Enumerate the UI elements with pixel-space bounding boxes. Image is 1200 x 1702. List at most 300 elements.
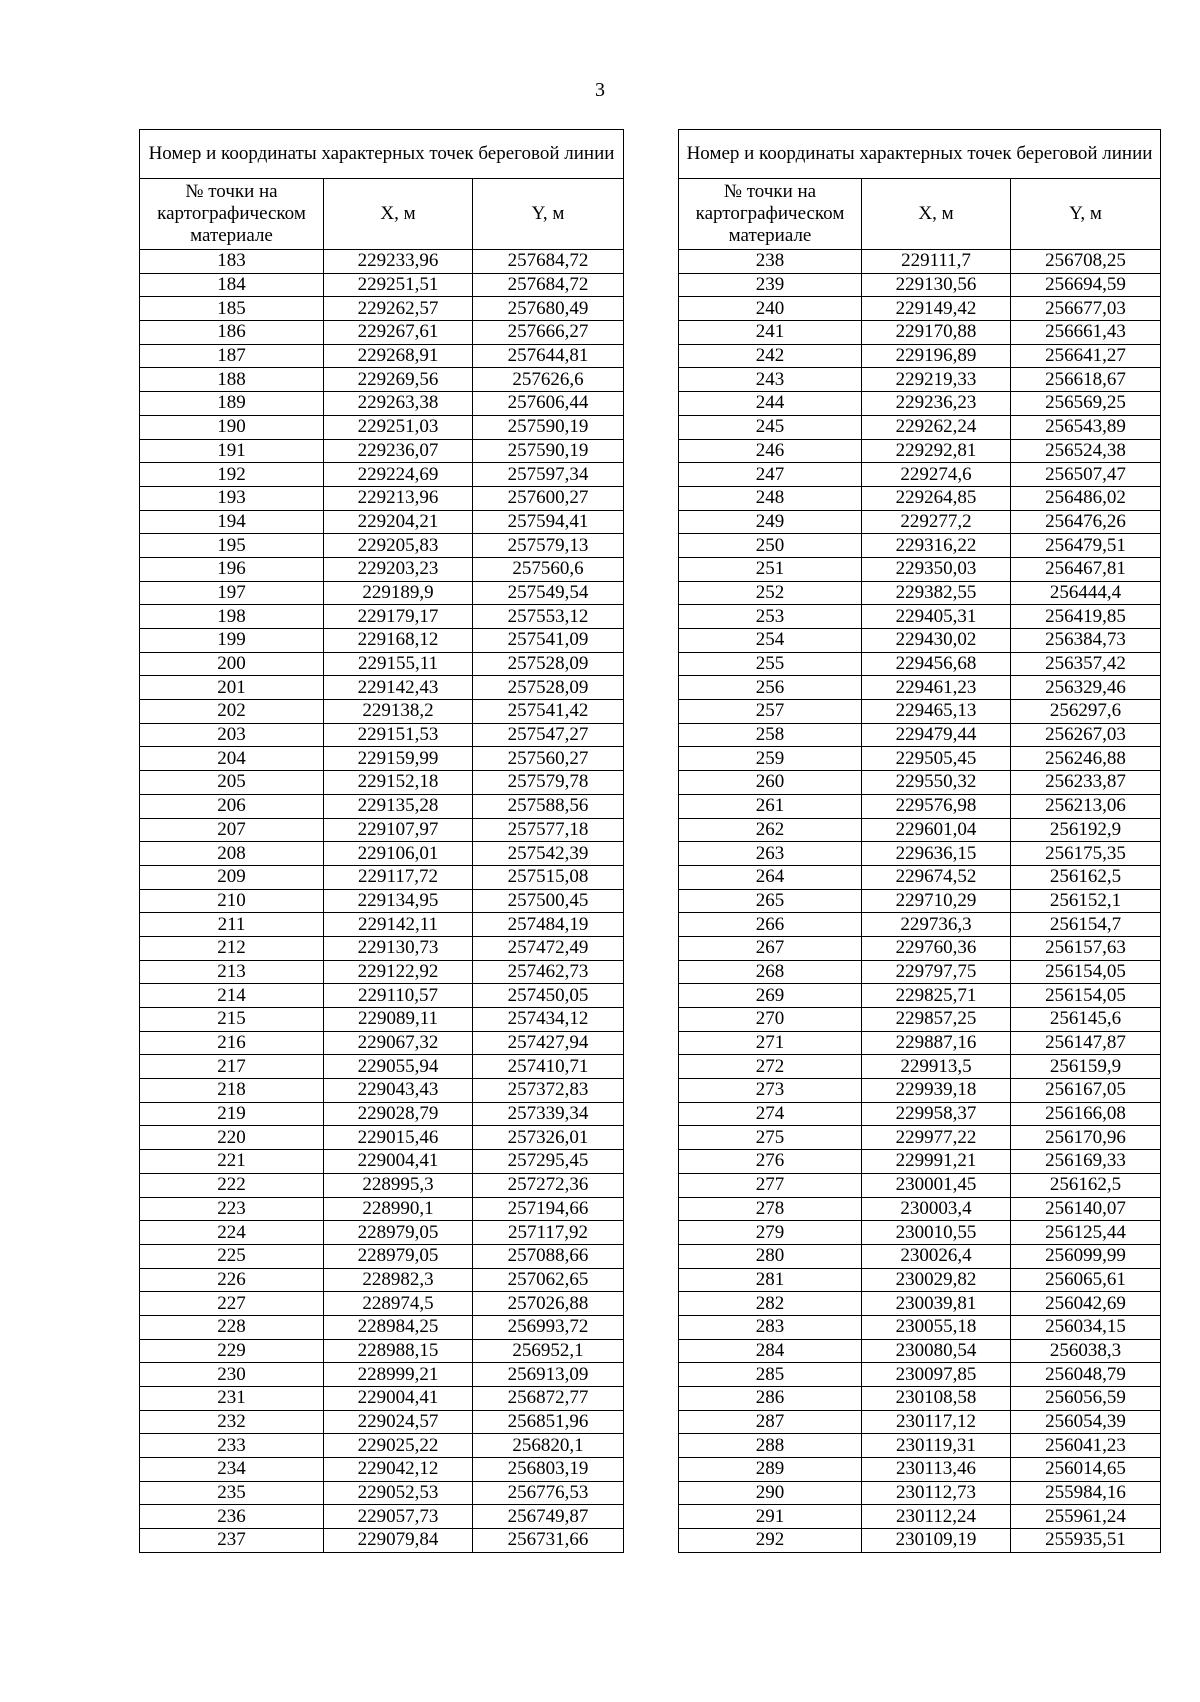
cell-y: 256246,88 xyxy=(1011,747,1161,771)
cell-y: 257515,08 xyxy=(473,865,624,889)
cell-x: 229264,85 xyxy=(862,486,1011,510)
cell-point-number: 255 xyxy=(679,652,862,676)
cell-y: 256952,1 xyxy=(473,1339,624,1363)
table-row xyxy=(679,1315,1161,1339)
cell-point-number: 267 xyxy=(679,936,862,960)
cell-point-number: 198 xyxy=(140,605,324,629)
table-row xyxy=(140,700,624,724)
table-row xyxy=(140,439,624,463)
cell-x: 228999,21 xyxy=(324,1363,473,1387)
cell-point-number: 208 xyxy=(140,842,324,866)
cell-y: 256444,4 xyxy=(1011,581,1161,605)
cell-y: 257549,54 xyxy=(473,581,624,605)
cell-y: 257372,83 xyxy=(473,1079,624,1103)
cell-y: 257339,34 xyxy=(473,1102,624,1126)
cell-point-number: 233 xyxy=(140,1434,324,1458)
cell-x: 229887,16 xyxy=(862,1031,1011,1055)
table-row xyxy=(679,581,1161,605)
cell-point-number: 202 xyxy=(140,700,324,724)
cell-y: 257062,65 xyxy=(473,1268,624,1292)
table-row xyxy=(140,747,624,771)
cell-point-number: 227 xyxy=(140,1292,324,1316)
table-row xyxy=(679,1150,1161,1174)
table-row xyxy=(679,1244,1161,1268)
table-row xyxy=(679,1268,1161,1292)
cell-point-number: 286 xyxy=(679,1387,862,1411)
cell-point-number: 281 xyxy=(679,1268,862,1292)
cell-point-number: 199 xyxy=(140,629,324,653)
cell-y: 256125,44 xyxy=(1011,1221,1161,1245)
cell-x: 229142,11 xyxy=(324,913,473,937)
table-row xyxy=(679,1481,1161,1505)
cell-point-number: 278 xyxy=(679,1197,862,1221)
table-row xyxy=(140,392,624,416)
cell-y: 257541,42 xyxy=(473,700,624,724)
cell-x: 228982,3 xyxy=(324,1268,473,1292)
cell-y: 257026,88 xyxy=(473,1292,624,1316)
cell-y: 256661,43 xyxy=(1011,321,1161,345)
cell-point-number: 282 xyxy=(679,1292,862,1316)
cell-x: 229456,68 xyxy=(862,652,1011,676)
cell-point-number: 223 xyxy=(140,1197,324,1221)
cell-y: 255984,16 xyxy=(1011,1481,1161,1505)
cell-x: 230029,82 xyxy=(862,1268,1011,1292)
cell-y: 257560,6 xyxy=(473,557,624,581)
cell-x: 229267,61 xyxy=(324,321,473,345)
cell-point-number: 250 xyxy=(679,534,862,558)
cell-x: 229043,43 xyxy=(324,1079,473,1103)
cell-y: 256913,09 xyxy=(473,1363,624,1387)
cell-y: 257594,41 xyxy=(473,510,624,534)
cell-point-number: 207 xyxy=(140,818,324,842)
cell-x: 229977,22 xyxy=(862,1126,1011,1150)
table-row xyxy=(140,984,624,1008)
cell-x: 229179,17 xyxy=(324,605,473,629)
cell-x: 229189,9 xyxy=(324,581,473,605)
cell-y: 257680,49 xyxy=(473,297,624,321)
cell-point-number: 197 xyxy=(140,581,324,605)
cell-point-number: 266 xyxy=(679,913,862,937)
table-row xyxy=(140,1458,624,1482)
cell-x: 229168,12 xyxy=(324,629,473,653)
table-row xyxy=(679,1079,1161,1103)
cell-point-number: 221 xyxy=(140,1150,324,1174)
cell-y: 256297,6 xyxy=(1011,700,1161,724)
cell-x: 229236,23 xyxy=(862,392,1011,416)
table-row xyxy=(679,913,1161,937)
table-row xyxy=(679,652,1161,676)
cell-y: 256175,35 xyxy=(1011,842,1161,866)
table-row xyxy=(140,1481,624,1505)
table-row xyxy=(679,865,1161,889)
cell-x: 229134,95 xyxy=(324,889,473,913)
cell-x: 228979,05 xyxy=(324,1244,473,1268)
table-row xyxy=(679,936,1161,960)
cell-y: 256467,81 xyxy=(1011,557,1161,581)
table-row xyxy=(679,1529,1161,1553)
cell-y: 256169,33 xyxy=(1011,1150,1161,1174)
table-row xyxy=(140,368,624,392)
cell-x: 228988,15 xyxy=(324,1339,473,1363)
cell-point-number: 234 xyxy=(140,1458,324,1482)
cell-x: 230026,4 xyxy=(862,1244,1011,1268)
cell-point-number: 261 xyxy=(679,794,862,818)
table-row xyxy=(679,1387,1161,1411)
table-row xyxy=(140,297,624,321)
cell-y: 256140,07 xyxy=(1011,1197,1161,1221)
cell-y: 256694,59 xyxy=(1011,273,1161,297)
table-row xyxy=(140,1031,624,1055)
cell-point-number: 241 xyxy=(679,321,862,345)
table-row xyxy=(679,1055,1161,1079)
cell-point-number: 231 xyxy=(140,1387,324,1411)
table-row xyxy=(140,865,624,889)
cell-x: 229233,96 xyxy=(324,250,473,274)
cell-y: 257326,01 xyxy=(473,1126,624,1150)
cell-point-number: 214 xyxy=(140,984,324,1008)
cell-x: 229797,75 xyxy=(862,960,1011,984)
cell-point-number: 283 xyxy=(679,1315,862,1339)
cell-x: 229277,2 xyxy=(862,510,1011,534)
cell-point-number: 287 xyxy=(679,1410,862,1434)
cell-y: 256820,1 xyxy=(473,1434,624,1458)
cell-y: 257626,6 xyxy=(473,368,624,392)
cell-y: 256233,87 xyxy=(1011,771,1161,795)
cell-y: 257684,72 xyxy=(473,250,624,274)
table-row xyxy=(140,250,624,274)
table-row xyxy=(679,1008,1161,1032)
cell-y: 256507,47 xyxy=(1011,463,1161,487)
cell-y: 256147,87 xyxy=(1011,1031,1161,1055)
cell-y: 256776,53 xyxy=(473,1481,624,1505)
cell-point-number: 273 xyxy=(679,1079,862,1103)
cell-y: 256154,05 xyxy=(1011,984,1161,1008)
table-row xyxy=(140,1292,624,1316)
column-header-x: X, м xyxy=(862,179,1011,250)
cell-point-number: 205 xyxy=(140,771,324,795)
table-row xyxy=(140,960,624,984)
cell-point-number: 291 xyxy=(679,1505,862,1529)
cell-point-number: 212 xyxy=(140,936,324,960)
cell-y: 256048,79 xyxy=(1011,1363,1161,1387)
table-row xyxy=(679,557,1161,581)
cell-point-number: 262 xyxy=(679,818,862,842)
table-row xyxy=(679,534,1161,558)
cell-x: 230117,12 xyxy=(862,1410,1011,1434)
cell-y: 257590,19 xyxy=(473,439,624,463)
table-row xyxy=(140,1529,624,1553)
cell-point-number: 184 xyxy=(140,273,324,297)
cell-y: 257579,78 xyxy=(473,771,624,795)
cell-point-number: 256 xyxy=(679,676,862,700)
cell-y: 256099,99 xyxy=(1011,1244,1161,1268)
cell-x: 229024,57 xyxy=(324,1410,473,1434)
cell-x: 230119,31 xyxy=(862,1434,1011,1458)
table-row xyxy=(140,1410,624,1434)
cell-y: 256479,51 xyxy=(1011,534,1161,558)
table-row xyxy=(679,723,1161,747)
cell-point-number: 217 xyxy=(140,1055,324,1079)
cell-y: 256993,72 xyxy=(473,1315,624,1339)
cell-x: 229263,38 xyxy=(324,392,473,416)
cell-y: 257577,18 xyxy=(473,818,624,842)
table-row xyxy=(140,794,624,818)
cell-x: 229111,7 xyxy=(862,250,1011,274)
cell-x: 229405,31 xyxy=(862,605,1011,629)
table-row xyxy=(140,1268,624,1292)
cell-x: 228995,3 xyxy=(324,1173,473,1197)
table-row xyxy=(140,415,624,439)
column-header-point: № точки на картографическом материале xyxy=(679,179,862,250)
cell-y: 257644,81 xyxy=(473,344,624,368)
cell-y: 256154,05 xyxy=(1011,960,1161,984)
cell-point-number: 191 xyxy=(140,439,324,463)
cell-y: 256170,96 xyxy=(1011,1126,1161,1150)
cell-x: 229130,73 xyxy=(324,936,473,960)
cell-x: 229135,28 xyxy=(324,794,473,818)
cell-point-number: 290 xyxy=(679,1481,862,1505)
cell-y: 256267,03 xyxy=(1011,723,1161,747)
cell-y: 257560,27 xyxy=(473,747,624,771)
cell-point-number: 224 xyxy=(140,1221,324,1245)
cell-point-number: 249 xyxy=(679,510,862,534)
cell-y: 257427,94 xyxy=(473,1031,624,1055)
cell-y: 257088,66 xyxy=(473,1244,624,1268)
table-row xyxy=(679,344,1161,368)
cell-point-number: 204 xyxy=(140,747,324,771)
cell-y: 256329,46 xyxy=(1011,676,1161,700)
cell-point-number: 245 xyxy=(679,415,862,439)
cell-point-number: 193 xyxy=(140,486,324,510)
cell-point-number: 284 xyxy=(679,1339,862,1363)
table-row xyxy=(679,700,1161,724)
cell-y: 256486,02 xyxy=(1011,486,1161,510)
table-row xyxy=(679,1102,1161,1126)
table-row xyxy=(140,913,624,937)
cell-y: 257450,05 xyxy=(473,984,624,1008)
table-row xyxy=(679,392,1161,416)
table-row xyxy=(679,1363,1161,1387)
cell-y: 256042,69 xyxy=(1011,1292,1161,1316)
cell-x: 229159,99 xyxy=(324,747,473,771)
cell-point-number: 228 xyxy=(140,1315,324,1339)
cell-point-number: 213 xyxy=(140,960,324,984)
cell-point-number: 194 xyxy=(140,510,324,534)
cell-x: 228979,05 xyxy=(324,1221,473,1245)
table-row xyxy=(140,1173,624,1197)
cell-point-number: 195 xyxy=(140,534,324,558)
cell-y: 256041,23 xyxy=(1011,1434,1161,1458)
cell-y: 257117,92 xyxy=(473,1221,624,1245)
cell-point-number: 279 xyxy=(679,1221,862,1245)
cell-y: 257500,45 xyxy=(473,889,624,913)
cell-y: 256157,63 xyxy=(1011,936,1161,960)
table-row xyxy=(679,368,1161,392)
cell-x: 229122,92 xyxy=(324,960,473,984)
column-header-y: Y, м xyxy=(1011,179,1161,250)
table-row xyxy=(140,605,624,629)
cell-x: 229479,44 xyxy=(862,723,1011,747)
cell-point-number: 268 xyxy=(679,960,862,984)
table-row xyxy=(140,1102,624,1126)
cell-y: 256708,25 xyxy=(1011,250,1161,274)
cell-point-number: 210 xyxy=(140,889,324,913)
cell-x: 230112,24 xyxy=(862,1505,1011,1529)
cell-x: 229028,79 xyxy=(324,1102,473,1126)
cell-y: 256641,27 xyxy=(1011,344,1161,368)
cell-y: 256162,5 xyxy=(1011,1173,1161,1197)
cell-y: 256851,96 xyxy=(473,1410,624,1434)
cell-y: 256056,59 xyxy=(1011,1387,1161,1411)
cell-x: 230039,81 xyxy=(862,1292,1011,1316)
cell-y: 257194,66 xyxy=(473,1197,624,1221)
table-row xyxy=(140,1387,624,1411)
cell-x: 228974,5 xyxy=(324,1292,473,1316)
cell-point-number: 225 xyxy=(140,1244,324,1268)
table-row xyxy=(140,1221,624,1245)
table-row xyxy=(679,605,1161,629)
cell-point-number: 244 xyxy=(679,392,862,416)
table-row xyxy=(679,1410,1161,1434)
table-row xyxy=(679,510,1161,534)
cell-x: 229825,71 xyxy=(862,984,1011,1008)
column-header-x: X, м xyxy=(324,179,473,250)
table-row xyxy=(140,723,624,747)
cell-point-number: 292 xyxy=(679,1529,862,1553)
table-row xyxy=(679,984,1161,1008)
cell-x: 230055,18 xyxy=(862,1315,1011,1339)
table-row xyxy=(140,1055,624,1079)
cell-point-number: 265 xyxy=(679,889,862,913)
cell-x: 230113,46 xyxy=(862,1458,1011,1482)
cell-x: 229636,15 xyxy=(862,842,1011,866)
cell-x: 230097,85 xyxy=(862,1363,1011,1387)
table-row xyxy=(679,629,1161,653)
cell-y: 256166,08 xyxy=(1011,1102,1161,1126)
table-row xyxy=(140,1339,624,1363)
coordinates-table-left xyxy=(139,129,624,1553)
coordinates-table-right xyxy=(678,129,1161,1553)
cell-x: 229224,69 xyxy=(324,463,473,487)
cell-x: 229149,42 xyxy=(862,297,1011,321)
cell-x: 229991,21 xyxy=(862,1150,1011,1174)
cell-x: 229213,96 xyxy=(324,486,473,510)
cell-point-number: 277 xyxy=(679,1173,862,1197)
cell-y: 255935,51 xyxy=(1011,1529,1161,1553)
cell-point-number: 215 xyxy=(140,1008,324,1032)
cell-y: 257597,34 xyxy=(473,463,624,487)
table-row xyxy=(140,1008,624,1032)
cell-y: 256476,26 xyxy=(1011,510,1161,534)
cell-y: 257541,09 xyxy=(473,629,624,653)
cell-x: 230109,19 xyxy=(862,1529,1011,1553)
table-row xyxy=(140,557,624,581)
cell-x: 229269,56 xyxy=(324,368,473,392)
cell-x: 229958,37 xyxy=(862,1102,1011,1126)
cell-point-number: 187 xyxy=(140,344,324,368)
table-row xyxy=(140,936,624,960)
table-row xyxy=(140,676,624,700)
table-row xyxy=(140,534,624,558)
cell-y: 257547,27 xyxy=(473,723,624,747)
cell-x: 229152,18 xyxy=(324,771,473,795)
cell-point-number: 229 xyxy=(140,1339,324,1363)
cell-x: 229913,5 xyxy=(862,1055,1011,1079)
cell-x: 229465,13 xyxy=(862,700,1011,724)
cell-y: 257542,39 xyxy=(473,842,624,866)
table-row xyxy=(679,771,1161,795)
table-row xyxy=(679,676,1161,700)
cell-x: 229204,21 xyxy=(324,510,473,534)
table-row xyxy=(679,1197,1161,1221)
table-row xyxy=(679,1505,1161,1529)
cell-x: 229151,53 xyxy=(324,723,473,747)
table-row xyxy=(679,1292,1161,1316)
cell-point-number: 240 xyxy=(679,297,862,321)
cell-y: 257588,56 xyxy=(473,794,624,818)
table-row xyxy=(679,463,1161,487)
cell-y: 256731,66 xyxy=(473,1529,624,1553)
table-row xyxy=(140,1315,624,1339)
cell-point-number: 276 xyxy=(679,1150,862,1174)
table-row xyxy=(140,510,624,534)
cell-point-number: 220 xyxy=(140,1126,324,1150)
table-row xyxy=(679,1458,1161,1482)
cell-y: 257484,19 xyxy=(473,913,624,937)
cell-point-number: 201 xyxy=(140,676,324,700)
table-row xyxy=(679,1434,1161,1458)
cell-y: 256213,06 xyxy=(1011,794,1161,818)
cell-point-number: 232 xyxy=(140,1410,324,1434)
cell-point-number: 216 xyxy=(140,1031,324,1055)
table-row xyxy=(679,1339,1161,1363)
cell-point-number: 252 xyxy=(679,581,862,605)
cell-x: 229274,6 xyxy=(862,463,1011,487)
table-row xyxy=(140,463,624,487)
cell-point-number: 259 xyxy=(679,747,862,771)
cell-x: 228990,1 xyxy=(324,1197,473,1221)
table-body xyxy=(140,250,624,1553)
table-row xyxy=(679,747,1161,771)
cell-x: 229674,52 xyxy=(862,865,1011,889)
cell-x: 229505,45 xyxy=(862,747,1011,771)
cell-x: 230001,45 xyxy=(862,1173,1011,1197)
column-header-y: Y, м xyxy=(473,179,624,250)
cell-x: 229461,23 xyxy=(862,676,1011,700)
cell-x: 229576,98 xyxy=(862,794,1011,818)
table-row xyxy=(679,250,1161,274)
table-body xyxy=(679,250,1161,1553)
cell-point-number: 200 xyxy=(140,652,324,676)
cell-y: 256419,85 xyxy=(1011,605,1161,629)
cell-y: 256524,38 xyxy=(1011,439,1161,463)
cell-y: 257410,71 xyxy=(473,1055,624,1079)
table-row xyxy=(140,1363,624,1387)
cell-x: 229052,53 xyxy=(324,1481,473,1505)
cell-point-number: 274 xyxy=(679,1102,862,1126)
cell-point-number: 185 xyxy=(140,297,324,321)
cell-x: 229004,41 xyxy=(324,1150,473,1174)
cell-x: 230112,73 xyxy=(862,1481,1011,1505)
cell-point-number: 271 xyxy=(679,1031,862,1055)
cell-x: 229430,02 xyxy=(862,629,1011,653)
cell-x: 229004,41 xyxy=(324,1387,473,1411)
cell-x: 229316,22 xyxy=(862,534,1011,558)
cell-y: 256038,3 xyxy=(1011,1339,1161,1363)
cell-x: 229203,23 xyxy=(324,557,473,581)
table-row xyxy=(140,1434,624,1458)
table-caption: Номер и координаты характерных точек береговой линии xyxy=(679,130,1161,179)
